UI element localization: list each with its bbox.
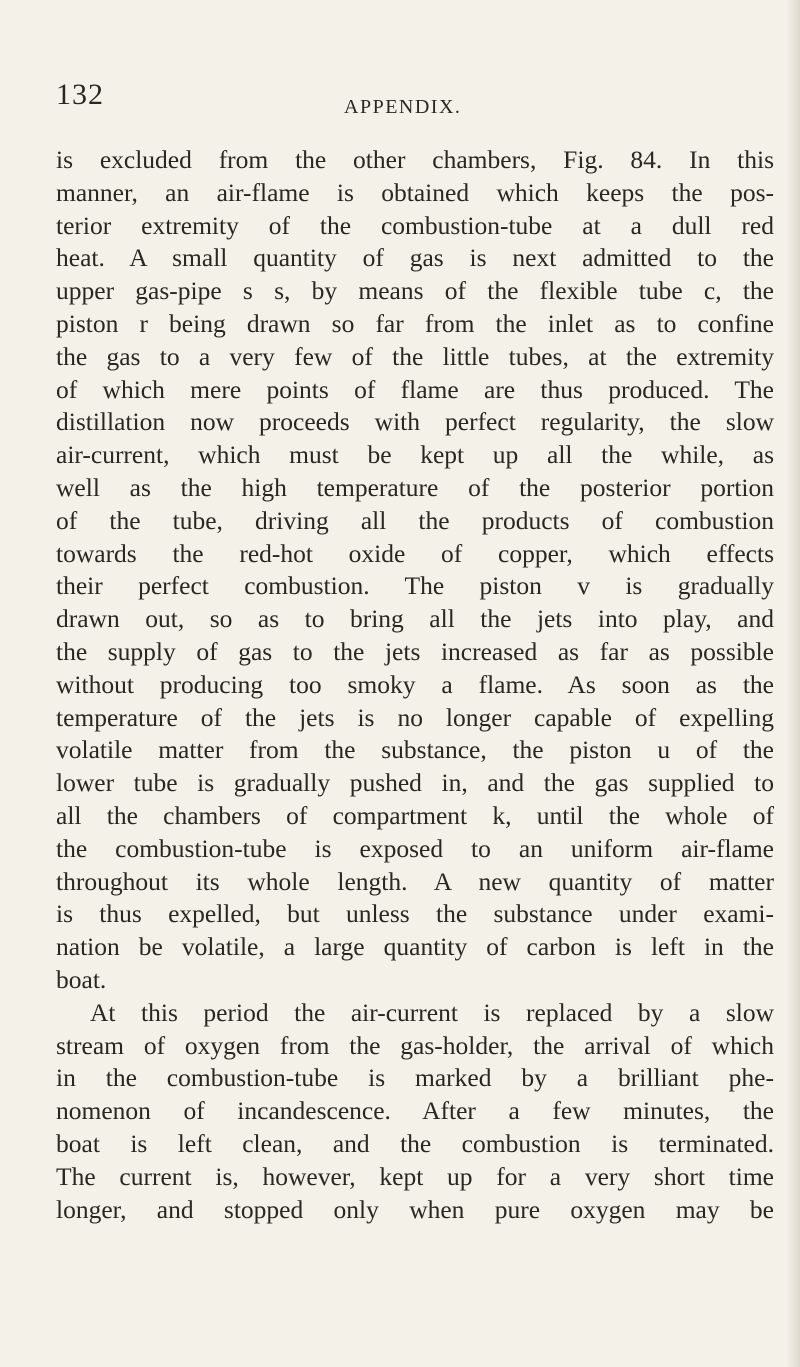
text-line: lower tube is gradually pushed in, and the gas supplied to xyxy=(56,768,774,798)
text-line: is excluded from the other chambers, Fig. 84. In this xyxy=(56,145,774,174)
paragraph-2 xyxy=(56,997,774,1227)
text-line: boat. xyxy=(56,964,107,994)
text-line: terior extremity of the combustion-tube at a dull red xyxy=(56,210,774,240)
text-line: piston r being drawn so far from the inlet as to confine xyxy=(56,308,774,338)
text-line: all the chambers of compartment k, until the whole of xyxy=(56,800,774,830)
page-number: 132 xyxy=(56,78,104,111)
text-line: well as the high temperature of the posterior portion xyxy=(56,472,774,502)
text-line: boat is left clean, and the combustion is terminated. xyxy=(56,1128,774,1158)
text-line: At this period the air-current is replaced by a slow xyxy=(90,997,774,1027)
page-edge-shadow xyxy=(786,0,800,1367)
text-line: volatile matter from the substance, the piston u of the xyxy=(56,735,774,765)
text-line: upper gas-pipe s s, by means of the flexible tube c, the xyxy=(56,276,774,306)
text-line: of the tube, driving all the products of combustion xyxy=(56,505,774,535)
paragraph-1 xyxy=(56,144,774,997)
text-line: is thus expelled, but unless the substance under exami- xyxy=(56,899,774,929)
text-line: nation be volatile, a large quantity of carbon is left in the xyxy=(56,932,774,962)
text-line: the gas to a very few of the little tubes, at the extremity xyxy=(56,341,774,371)
text-line: without producing too smoky a flame. As soon as the xyxy=(56,669,774,699)
running-head: APPENDIX. xyxy=(344,96,462,118)
text-line: The current is, however, kept up for a very short time xyxy=(56,1161,774,1191)
text-line: manner, an air-flame is obtained which keeps the pos- xyxy=(56,177,774,207)
text-line: throughout its whole length. A new quantity of matter xyxy=(56,866,774,896)
text-line: heat. A small quantity of gas is next admitted to the xyxy=(56,243,774,273)
text-line: the supply of gas to the jets increased as far as possible xyxy=(56,636,774,666)
text-line: distillation now proceeds with perfect regularity, the slow xyxy=(56,407,774,437)
text-line: nomenon of incandescence. After a few minutes, the xyxy=(56,1096,774,1126)
text-line: the combustion-tube is exposed to an uniform air-flame xyxy=(56,833,774,863)
text-line: their perfect combustion. The piston v is gradually xyxy=(56,571,774,601)
text-line: drawn out, so as to bring all the jets into play, and xyxy=(56,604,774,634)
text-line: longer, and stopped only when pure oxygen may be xyxy=(56,1194,774,1224)
text-line: air-current, which must be kept up all the while, as xyxy=(56,440,774,470)
body-text xyxy=(56,144,774,1226)
text-line: temperature of the jets is no longer capable of expelling xyxy=(56,702,774,732)
text-line: in the combustion-tube is marked by a brilliant phe- xyxy=(56,1063,774,1093)
text-line: of which mere points of flame are thus produced. The xyxy=(56,374,774,404)
text-line: towards the red-hot oxide of copper, which effects xyxy=(56,538,774,568)
text-line: stream of oxygen from the gas-holder, the arrival of which xyxy=(56,1030,774,1060)
